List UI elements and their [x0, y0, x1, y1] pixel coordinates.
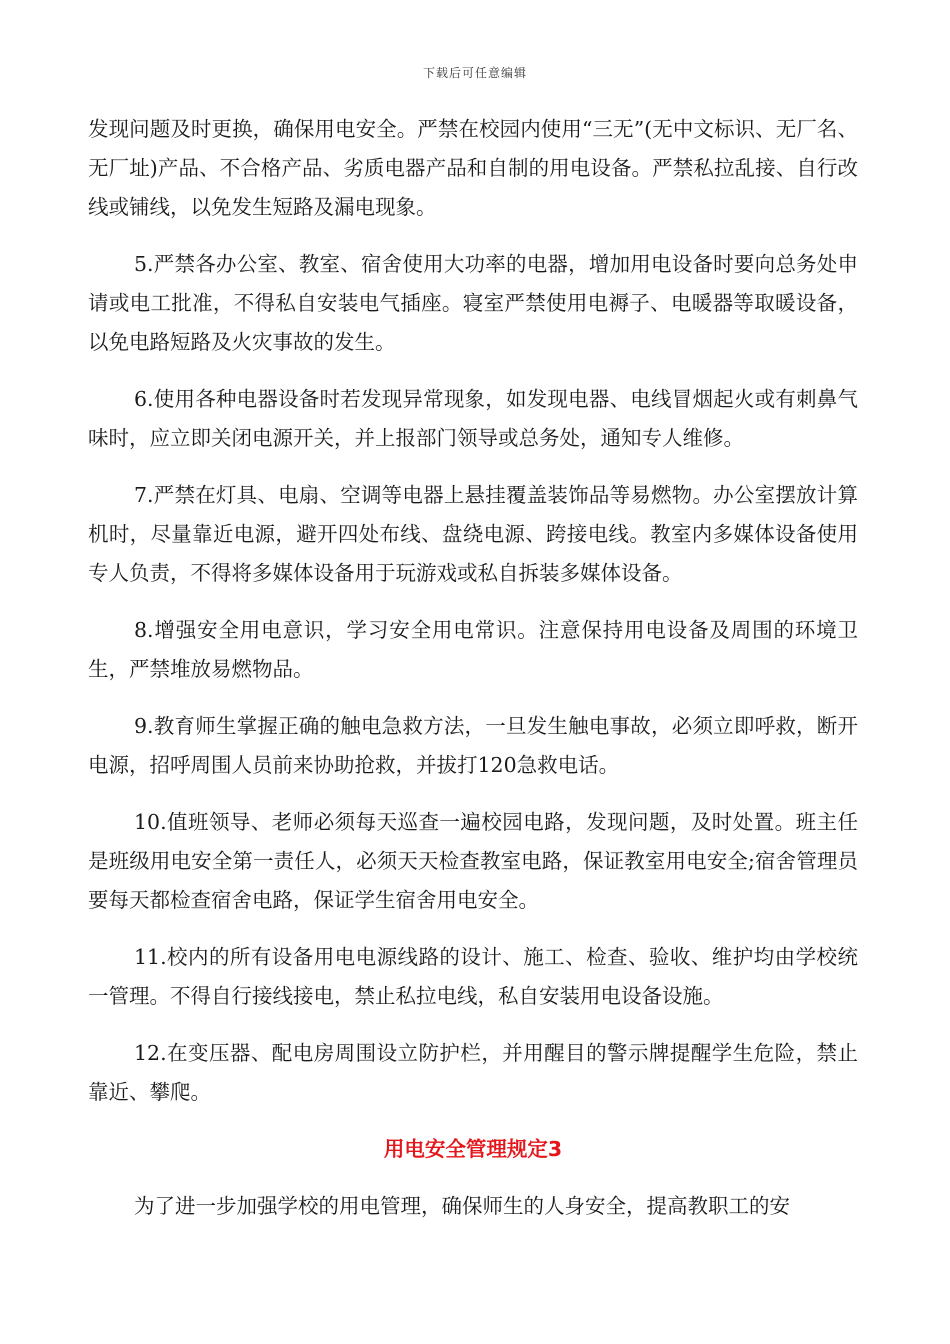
header-note: 下载后可任意编辑	[422, 66, 527, 80]
section-intro-paragraph: 为了进一步加强学校的用电管理，确保师生的人身安全，提高教职工的安	[134, 1194, 790, 1218]
paragraph-item-12: 12.在变压器、配电房周围设立防护栏，并用醒目的警示牌提醒学生危险，禁止靠近、攀爬。	[88, 1041, 858, 1104]
paragraph-continued: 发现问题及时更换，确保用电安全。严禁在校园内使用“三无”(无中文标识、无厂名、无厂址)产品、不合格产品、劣质电器产品和自制的用电设备。严禁私拉乱接、自行改线或铺线，以免发生短路及漏电现象。	[88, 117, 858, 219]
section-title: 用电安全管理规定3	[383, 1137, 563, 1161]
paragraph-item-8: 8.增强安全用电意识，学习安全用电常识。注意保持用电设备及周围的环境卫生，严禁堆放易燃物品。	[88, 618, 858, 681]
paragraph-item-5: 5.严禁各办公室、教室、宿舍使用大功率的电器，增加用电设备时要向总务处申请或电工批准，不得私自安装电气插座。寝室严禁使用电褥子、电暖器等取暖设备，以免电路短路及火灾事故的发生。	[88, 252, 858, 354]
document-body	[88, 110, 858, 1244]
paragraph-item-7: 7.严禁在灯具、电扇、空调等电器上悬挂覆盖装饰品等易燃物。办公室摆放计算机时，尽量靠近电源，避开四处布线、盘绕电源、跨接电线。教室内多媒体设备使用专人负责，不得将多媒体设备用于玩游戏或私自拆装多媒体设备。	[88, 483, 858, 585]
paragraph-item-11: 11.校内的所有设备用电电源线路的设计、施工、检查、验收、维护均由学校统一管理。不得自行接线接电，禁止私拉电线，私自安装用电设备设施。	[88, 945, 858, 1008]
paragraph-item-6: 6.使用各种电器设备时若发现异常现象，如发现电器、电线冒烟起火或有刺鼻气味时，应立即关闭电源开关，并上报部门领导或总务处，通知专人维修。	[88, 387, 858, 450]
paragraph-item-9: 9.教育师生掌握正确的触电急救方法，一旦发生触电事故，必须立即呼救，断开电源，招呼周围人员前来协助抢救，并拔打120急救电话。	[88, 714, 858, 777]
paragraph-item-10: 10.值班领导、老师必须每天巡查一遍校园电路，发现问题，及时处置。班主任是班级用电安全第一责任人，必须天天检查教室电路，保证教室用电安全;宿舍管理员要每天都检查宿舍电路，保证学生宿舍用电安全。	[88, 810, 858, 912]
